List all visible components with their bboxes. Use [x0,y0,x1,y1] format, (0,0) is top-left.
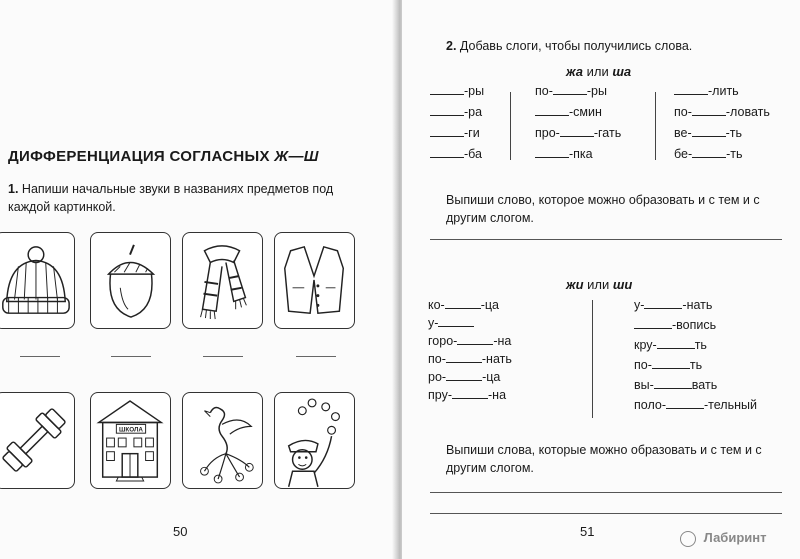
answer-line[interactable] [20,356,60,357]
word-prefix: вы- [634,378,654,392]
word-prefix: бе- [674,147,693,161]
fill-blank[interactable] [692,105,726,116]
fill-blank[interactable] [652,358,690,369]
word-prefix: поло- [634,398,666,412]
juggler-icon [274,392,355,489]
task1-number: 1. [8,182,19,196]
fill-blank[interactable] [644,298,682,309]
fill-blank[interactable] [692,147,726,158]
word-item [674,126,742,140]
section-heading [8,148,319,165]
word-suffix: -гать [593,126,622,140]
word-item [535,105,602,119]
fill-blank[interactable] [634,318,672,329]
right-page [402,0,800,559]
column-divider [510,92,511,160]
left-page [0,0,395,559]
acorn-icon [90,232,171,329]
logo-icon [680,531,696,547]
vest-icon [274,232,355,329]
fill-blank[interactable] [430,105,464,116]
word-item [634,318,716,332]
fill-blank[interactable] [446,370,482,381]
word-suffix: -ца [480,298,500,312]
word-prefix: пру- [428,388,452,402]
label-or: или [586,64,609,79]
publisher-logo [680,530,766,547]
word-prefix: у- [634,298,645,312]
syllable-a: жа [566,64,583,79]
word-suffix: -смин [569,105,602,119]
school-sign-text: ШКОЛА [118,426,143,434]
syllable-a: жи [566,277,584,292]
fill-blank[interactable] [445,298,481,309]
fill-blank[interactable] [553,84,587,95]
write-line[interactable] [430,492,782,493]
word-suffix: -вопись [672,318,717,332]
word-prefix: кру- [634,338,657,352]
word-suffix: -ть [725,126,743,140]
word-suffix: -ры [586,84,607,98]
word-suffix: ть [689,358,703,372]
word-prefix: по- [535,84,553,98]
task2-text: Добавь слоги, чтобы получились слова. [459,39,693,53]
fill-blank[interactable] [438,316,474,327]
label-or: или [587,277,610,292]
group1-label [566,64,631,79]
word-suffix: -нать [481,352,512,366]
logo-text: Лабиринт [703,530,767,545]
dumbbell-icon [0,392,75,489]
group2-label [566,277,632,292]
word-item [634,358,702,372]
word-item [674,84,739,98]
word-item [428,388,506,402]
word-item [535,147,593,161]
word-prefix: ве- [674,126,692,140]
word-prefix: горо- [428,334,458,348]
fill-blank[interactable] [674,84,708,95]
fill-blank[interactable] [430,126,464,137]
word-suffix: ть [694,338,707,352]
heading-text: ДИФФЕРЕНЦИАЦИЯ СОГЛАСНЫХ [8,148,270,165]
school-building-icon [90,392,171,489]
word-suffix: вать [691,378,718,392]
word-suffix: -ры [464,84,485,98]
word-suffix: -нать [682,298,713,312]
fill-blank[interactable] [692,126,726,137]
fill-blank[interactable] [457,334,493,345]
word-suffix: -ть [726,147,743,161]
word-item [634,398,757,412]
fill-blank[interactable] [560,126,594,137]
word-suffix: -ца [482,370,501,384]
firebird-icon [182,392,263,489]
word-item [428,298,499,312]
syllable-b: ши [612,277,633,292]
word-item [674,105,770,119]
word-suffix: -на [493,334,512,348]
word-item [428,316,474,330]
fill-blank[interactable] [452,388,488,399]
fill-blank[interactable] [535,105,569,116]
write-line[interactable] [430,513,782,514]
fill-blank[interactable] [666,398,704,409]
word-suffix: -лить [708,84,739,98]
instruction2: Выпиши слова, которые можно образовать и с тем и с другим слогом. [446,443,762,475]
word-item [634,338,707,352]
fill-blank[interactable] [430,147,464,158]
heading-letters: Ж—Ш [274,148,319,165]
word-item [535,84,607,98]
word-suffix: -тельный [704,398,757,412]
word-item [535,126,621,140]
fill-blank[interactable] [654,378,692,389]
task1 [8,180,378,216]
word-prefix: по- [428,352,446,366]
word-prefix: у- [428,316,439,330]
fill-blank[interactable] [535,147,569,158]
task2 [446,37,692,55]
answer-line[interactable] [296,356,336,357]
word-item [430,126,480,140]
word-prefix: ко- [428,298,445,312]
word-prefix: про- [535,126,560,140]
word-suffix: -на [488,388,507,402]
word-suffix: -ловать [725,105,770,119]
word-item [634,378,717,392]
word-prefix: по- [674,105,692,119]
word-suffix: -ги [464,126,480,140]
word-prefix: ро- [428,370,447,384]
word-item [634,298,712,312]
word-item [430,147,482,161]
answer-line[interactable] [203,356,243,357]
word-item [428,334,511,348]
page-number-right: 51 [580,524,595,539]
word-suffix: -ра [464,105,483,119]
fill-blank[interactable] [657,338,695,349]
fill-blank[interactable] [430,84,464,95]
word-prefix: по- [634,358,652,372]
word-item [428,370,500,384]
fill-blank[interactable] [446,352,482,363]
column-divider [592,300,593,418]
column-divider [655,92,656,160]
word-item [430,84,484,98]
word-item [674,147,743,161]
syllable-b: ша [612,64,632,79]
instruction1: Выпиши слово, которое можно образовать и с тем и с другим слогом. [446,193,760,225]
task1-text: Напиши начальные звуки в названиях предметов под каждой картинкой. [8,182,334,214]
word-item [428,352,512,366]
answer-line[interactable] [111,356,151,357]
word-suffix: -пка [569,147,593,161]
task2-number: 2. [446,39,457,53]
write-line[interactable] [430,239,782,240]
hat-icon [0,232,75,329]
page-number-left: 50 [173,524,188,539]
scarf-icon [182,232,263,329]
word-item [430,105,482,119]
word-suffix: -ба [464,147,482,161]
